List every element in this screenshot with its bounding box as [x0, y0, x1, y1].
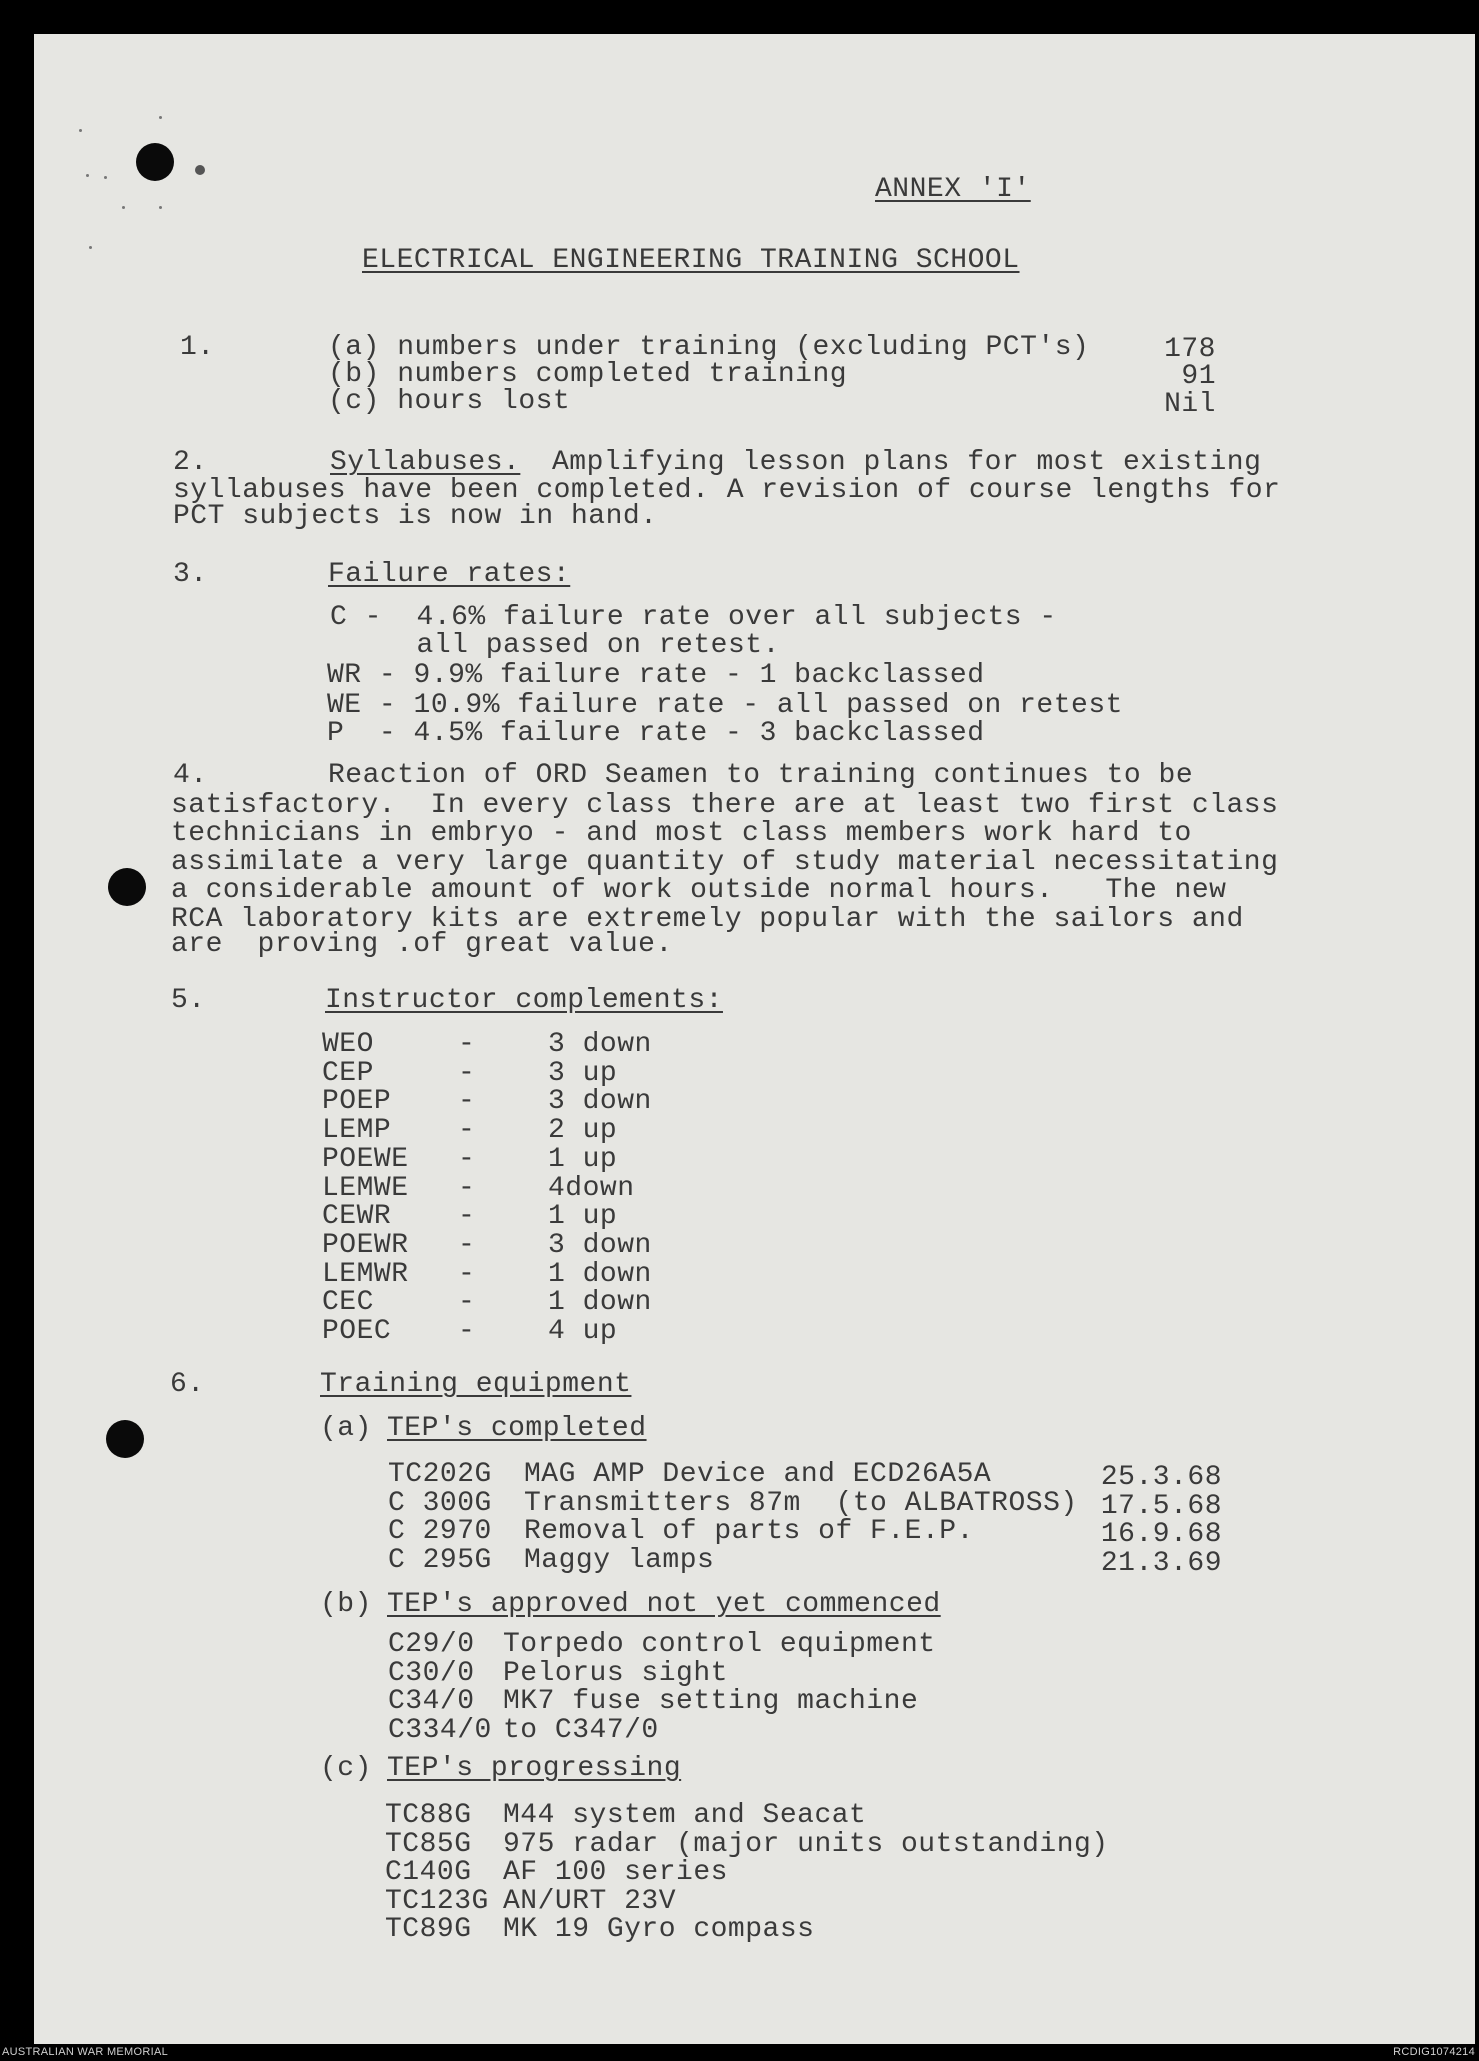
paper-speck [104, 176, 107, 179]
tep-date: 17.5.68 [1100, 1490, 1222, 1522]
complement-dash: - [458, 1172, 476, 1204]
complement-dash: - [458, 1086, 476, 1118]
subsection-a-label: (a) [320, 1413, 372, 1444]
complement-role: CEC [322, 1287, 374, 1319]
complement-change: 3 down [548, 1229, 652, 1261]
tep-description: to C347/0 [503, 1714, 659, 1746]
subsection-b-heading: TEP's approved not yet commenced [387, 1589, 941, 1620]
subsection-b-label: (b) [320, 1589, 372, 1620]
tep-code: C140G [385, 1857, 472, 1888]
tep-code: C30/0 [388, 1657, 475, 1689]
complement-change: 2 up [548, 1115, 618, 1147]
section-4-text: assimilate a very large quantity of study material necessitating [171, 847, 1279, 878]
tep-code: C 295G [388, 1544, 492, 1576]
failure-rate-line: WR - 9.9% failure rate - 1 backclassed [327, 660, 985, 691]
complement-change: 1 down [548, 1258, 652, 1290]
annex-label: ANNEX 'I' [875, 174, 1031, 205]
section-1-number: 1. [180, 332, 215, 363]
tep-description: Pelorus sight [503, 1657, 728, 1689]
tep-description: M44 system and Seacat [503, 1800, 867, 1831]
complement-role: POEC [322, 1316, 392, 1347]
complement-role: CEP [322, 1057, 374, 1089]
tep-code: C34/0 [388, 1686, 475, 1717]
section-2-text: Amplifying lesson plans for most existing [552, 447, 1262, 478]
complement-role: CEWR [322, 1201, 392, 1233]
complement-change: 1 up [548, 1143, 618, 1175]
section-5-number: 5. [171, 985, 206, 1016]
complement-dash: - [458, 1057, 476, 1089]
complement-dash: - [458, 1287, 476, 1319]
complement-role: POEWE [322, 1143, 409, 1175]
complement-dash: - [458, 1143, 476, 1175]
complement-change: 3 up [548, 1057, 618, 1089]
section-4-text: satisfactory. In every class there are at least two first class [171, 790, 1279, 821]
paper-speck [159, 206, 162, 209]
tep-code: C29/0 [388, 1629, 475, 1660]
section-1-value: Nil [1164, 389, 1216, 420]
tep-date: 21.3.69 [1100, 1547, 1222, 1579]
section-6-heading: Training equipment [320, 1369, 632, 1400]
paper-speck [122, 206, 125, 209]
complement-role: LEMWE [322, 1172, 409, 1204]
tep-code: C334/0 [388, 1714, 492, 1746]
tep-description: Torpedo control equipment [503, 1629, 936, 1660]
tep-code: TC88G [385, 1800, 472, 1831]
complement-role: POEWR [322, 1229, 409, 1261]
subsection-c-heading: TEP's progressing [387, 1753, 682, 1784]
complement-role: POEP [322, 1086, 392, 1118]
paper-speck [86, 174, 89, 177]
section-4-text: technicians in embryo - and most class members work hard to [171, 818, 1192, 849]
tep-description: Removal of parts of F.E.P. [524, 1516, 974, 1547]
complement-dash: - [458, 1229, 476, 1261]
section-2-text: syllabuses have been completed. A revision of course lengths for [173, 475, 1281, 506]
section-2-number: 2. [173, 447, 208, 478]
tep-description: AF 100 series [503, 1857, 728, 1888]
section-1-value: 91 [1181, 361, 1216, 392]
failure-rate-line: P - 4.5% failure rate - 3 backclassed [327, 718, 985, 749]
complement-change: 3 down [548, 1086, 652, 1118]
section-3-number: 3. [173, 559, 208, 590]
paper-speck [79, 129, 82, 132]
page-title: ELECTRICAL ENGINEERING TRAINING SCHOOL [362, 245, 1020, 276]
complement-change: 4 up [548, 1316, 618, 1347]
failure-rate-line: C - 4.6% failure rate over all subjects - [330, 602, 1057, 633]
punch-hole-middle [108, 868, 146, 906]
tep-code: TC123G [385, 1885, 489, 1917]
complement-dash: - [458, 1115, 476, 1147]
tep-code: C 2970 [388, 1516, 492, 1547]
complement-change: 1 up [548, 1201, 618, 1233]
failure-rate-line: all passed on retest. [330, 630, 780, 661]
punch-hole-bottom [106, 1420, 144, 1458]
tep-description: Maggy lamps [524, 1544, 715, 1576]
subsection-c-label: (c) [320, 1753, 372, 1784]
section-1-value: 178 [1164, 334, 1216, 365]
tep-code: TC202G [388, 1459, 492, 1490]
section-4-text: a considerable amount of work outside normal hours. The new [171, 875, 1227, 906]
tep-description: MK 19 Gyro compass [503, 1914, 815, 1945]
section-4-text: are proving .of great value. [171, 929, 673, 960]
complement-change: 1 down [548, 1287, 652, 1319]
section-4-text: RCA laboratory kits are extremely popular with the sailors and [171, 904, 1244, 935]
section-5-heading: Instructor complements: [325, 985, 723, 1016]
tep-description: Transmitters 87m (to ALBATROSS) [524, 1487, 1078, 1519]
tep-date: 25.3.68 [1100, 1462, 1222, 1493]
tep-code: C 300G [388, 1487, 492, 1519]
section-1-item: (b) numbers completed training [328, 359, 848, 390]
complement-dash: - [458, 1258, 476, 1290]
complement-change: 3 down [548, 1029, 652, 1060]
tep-description: 975 radar (major units outstanding) [503, 1828, 1109, 1860]
section-2-text: PCT subjects is now in hand. [173, 501, 658, 532]
section-3-heading: Failure rates: [328, 559, 571, 590]
tep-code: TC85G [385, 1828, 472, 1860]
paper-speck [89, 246, 92, 249]
footer-reference: RCDIG1074214 [1393, 2046, 1475, 2058]
complement-dash: - [458, 1201, 476, 1233]
section-1-item: (a) numbers under training (excluding PCT's) [328, 332, 1090, 363]
complement-role: LEMP [322, 1115, 392, 1147]
complement-role: WEO [322, 1029, 374, 1060]
footer-credit: AUSTRALIAN WAR MEMORIAL [2, 2046, 169, 2058]
section-6-number: 6. [170, 1369, 205, 1400]
tep-description: MK7 fuse setting machine [503, 1686, 919, 1717]
complement-dash: - [458, 1029, 476, 1060]
section-4-text: Reaction of ORD Seamen to training continues to be [328, 760, 1194, 791]
paper-speck [159, 116, 162, 119]
section-1-item: (c) hours lost [328, 386, 571, 417]
punch-hole-top [136, 143, 174, 181]
section-2-heading: Syllabuses. [330, 447, 521, 478]
failure-rate-line: WE - 10.9% failure rate - all passed on retest [327, 690, 1123, 721]
complement-dash: - [458, 1316, 476, 1347]
tep-code: TC89G [385, 1914, 472, 1945]
tep-date: 16.9.68 [1100, 1519, 1222, 1550]
paper-speck [195, 165, 205, 175]
tep-description: AN/URT 23V [503, 1885, 677, 1917]
complement-role: LEMWR [322, 1258, 409, 1290]
section-4-number: 4. [173, 760, 208, 791]
tep-description: MAG AMP Device and ECD26A5A [524, 1459, 992, 1490]
subsection-a-heading: TEP's completed [387, 1413, 647, 1444]
complement-change: 4down [548, 1172, 635, 1204]
